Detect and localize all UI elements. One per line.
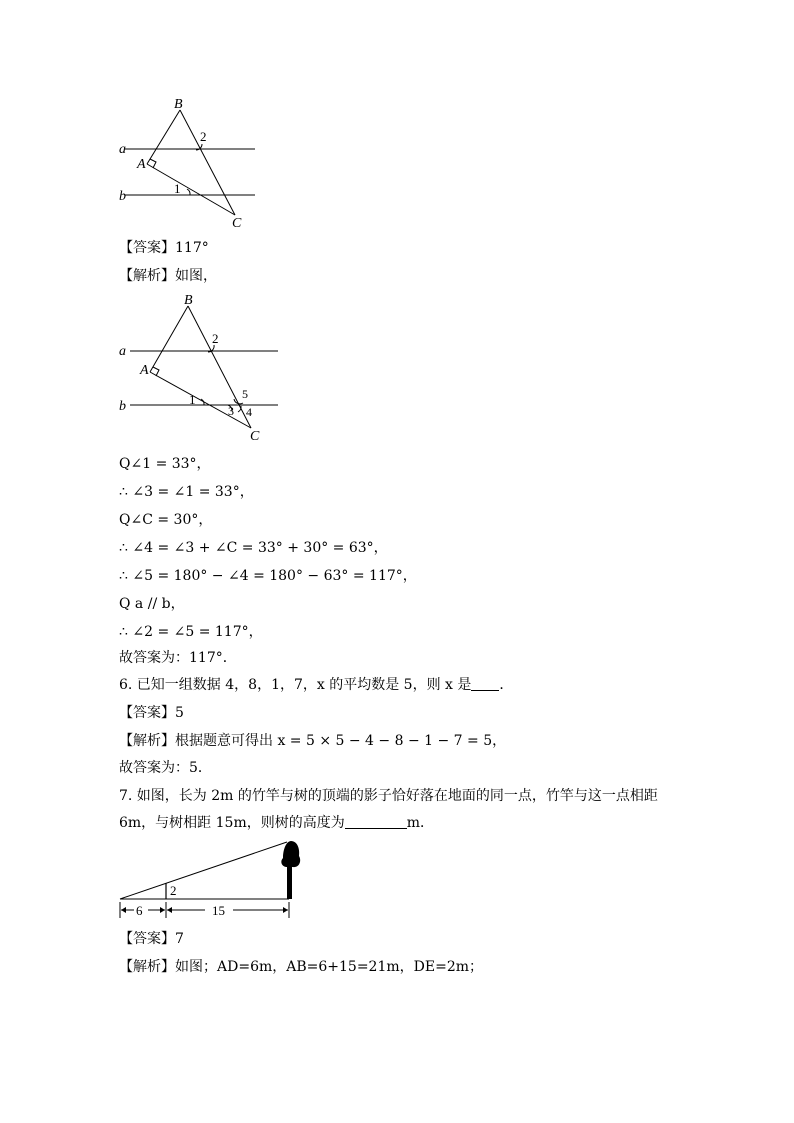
answer-7: 【答案】7 <box>119 931 184 947</box>
step-5: ∴ ∠5 = 180° − ∠4 = 180° − 63° = 117°， <box>119 568 417 584</box>
line-label-b: b <box>119 399 126 414</box>
step-6: Q a // b， <box>119 596 185 612</box>
step-2: ∴ ∠3 = ∠1 = 33°， <box>119 484 254 500</box>
label-B: B <box>184 293 193 308</box>
label-C: C <box>232 216 242 231</box>
label-A: A <box>137 157 146 172</box>
label-C: C <box>250 429 260 444</box>
line-label-a: a <box>119 142 126 157</box>
distance-6-label: 6 <box>136 903 143 918</box>
line-label-a: a <box>119 344 126 359</box>
answer-6: 【答案】5 <box>119 705 184 721</box>
angle-label-4: 4 <box>246 405 252 419</box>
angle-label-2: 2 <box>200 129 207 144</box>
label-A: A <box>140 363 149 378</box>
angle-label-5: 5 <box>242 387 248 401</box>
answer-blank-7 <box>345 814 407 829</box>
question-7-line-1: 7. 如图，长为 2m 的竹竿与树的顶端的影子恰好落在地面的同一点，竹竿与这一点相距 <box>119 788 658 804</box>
angle-label-2: 2 <box>212 331 219 346</box>
figure-tree-shadow <box>115 836 315 926</box>
angle-label-1: 1 <box>189 392 196 407</box>
pole-height-label: 2 <box>170 883 177 898</box>
step-4: ∴ ∠4 = ∠3 + ∠C = 33° + 30° = 63°， <box>119 540 388 556</box>
distance-15-label: 15 <box>212 903 225 918</box>
answer-blank-6 <box>471 676 499 691</box>
step-3: Q∠C = 30°， <box>119 512 213 528</box>
angle-label-1: 1 <box>174 181 181 196</box>
angle-label-3: 3 <box>228 404 234 418</box>
figure-parallel-lines-2 <box>110 288 290 448</box>
conclusion-6: 故答案为：5． <box>119 760 212 776</box>
label-B: B <box>174 97 183 112</box>
question-6: 6. 已知一组数据 4，8，1，7，x 的平均数是 5，则 x 是 ． <box>119 677 514 693</box>
step-1: Q∠1 = 33°， <box>119 456 211 472</box>
question-7-line-2: 6m，与树相距 15m，则树的高度为 m． <box>119 815 435 831</box>
line-label-b: b <box>119 189 126 204</box>
analysis-6: 【解析】根据题意可得出 x = 5 × 5 − 4 − 8 − 1 − 7 = 5， <box>119 733 507 749</box>
analysis-7: 【解析】如图；AD=6m，AB=6+15=21m，DE=2m； <box>119 959 484 975</box>
answer-5: 【答案】117° <box>119 240 209 256</box>
step-7: ∴ ∠2 = ∠5 = 117°， <box>119 624 263 640</box>
conclusion-5: 故答案为：117°． <box>119 650 237 666</box>
figure-parallel-lines-1 <box>110 92 270 234</box>
analysis-5: 【解析】如图， <box>119 268 217 284</box>
